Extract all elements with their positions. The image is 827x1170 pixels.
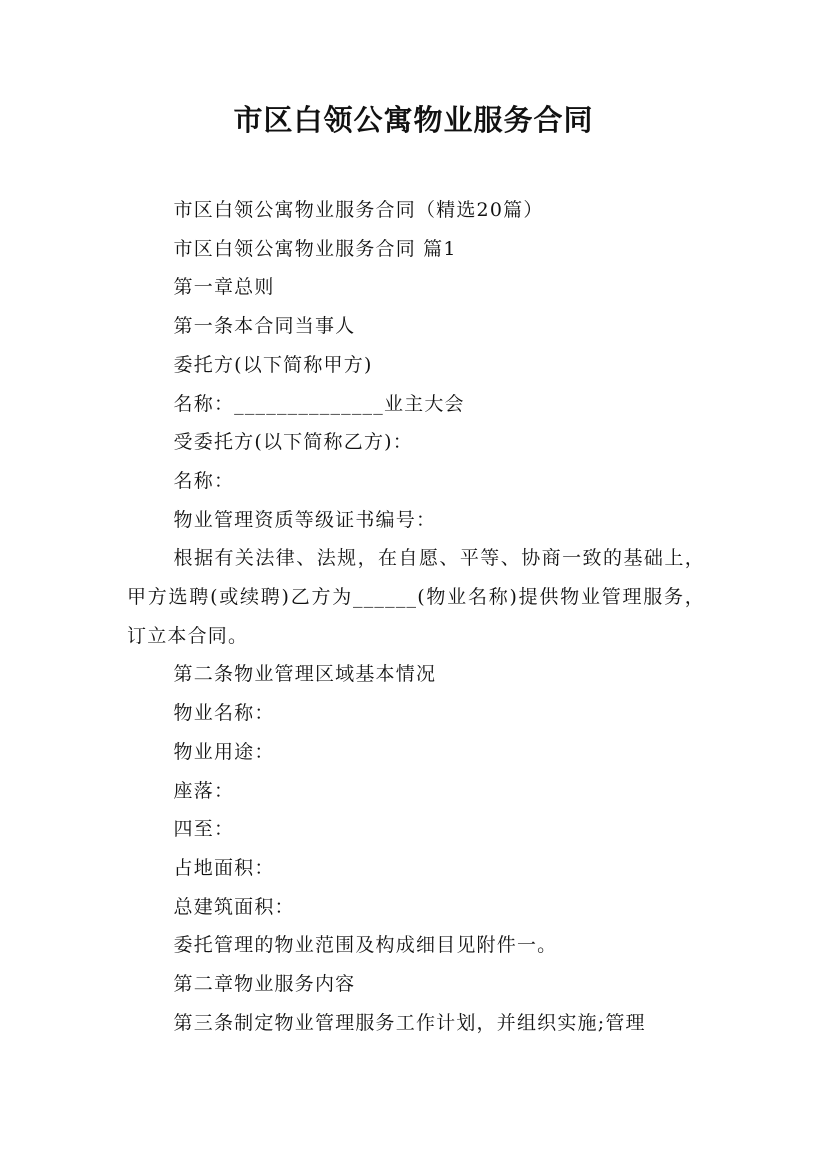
paragraph-subtitle: 市区白领公寓物业服务合同（精选20篇） (173, 199, 544, 221)
paragraph-clause-3: 第三条制定物业管理服务工作计划，并组织实施;管理 (173, 1011, 646, 1034)
paragraph-property-use: 物业用途： (173, 740, 275, 763)
paragraph-scope-annex: 委托管理的物业范围及构成细目见附件一。 (173, 934, 558, 957)
paragraph-chapter-2: 第二章物业服务内容 (173, 973, 356, 996)
paragraph-building-area: 总建筑面积： (173, 895, 295, 918)
document-body (127, 191, 705, 1042)
paragraph-party-a: 委托方(以下简称甲方) (173, 353, 373, 376)
paragraph-party-a-name: 名称：______________业主大会 (173, 392, 465, 415)
paragraph-clause-2: 第二条物业管理区域基本情况 (173, 663, 437, 686)
paragraph-clause-1: 第一条本合同当事人 (173, 315, 356, 338)
paragraph-location: 座落： (173, 779, 235, 802)
paragraph-certificate-number: 物业管理资质等级证书编号： (173, 508, 437, 531)
paragraph-property-name: 物业名称： (173, 702, 275, 725)
paragraph-party-b-name: 名称： (173, 469, 235, 492)
paragraph-chapter-1: 第一章总则 (173, 276, 275, 299)
document-title: 市区白领公寓物业服务合同 (233, 103, 594, 137)
paragraph-land-area: 占地面积： (173, 856, 275, 879)
paragraph-article-heading: 市区白领公寓物业服务合同 篇1 (173, 237, 457, 260)
paragraph-boundaries: 四至： (173, 818, 235, 841)
paragraph-preamble: 根据有关法律、法规，在自愿、平等、协商一致的基础上，甲方选聘(或续聘)乙方为______(物业名称)提供物业管理服务，订立本合同。 (127, 547, 705, 647)
paragraph-party-b: 受委托方(以下简称乙方)： (173, 431, 413, 454)
